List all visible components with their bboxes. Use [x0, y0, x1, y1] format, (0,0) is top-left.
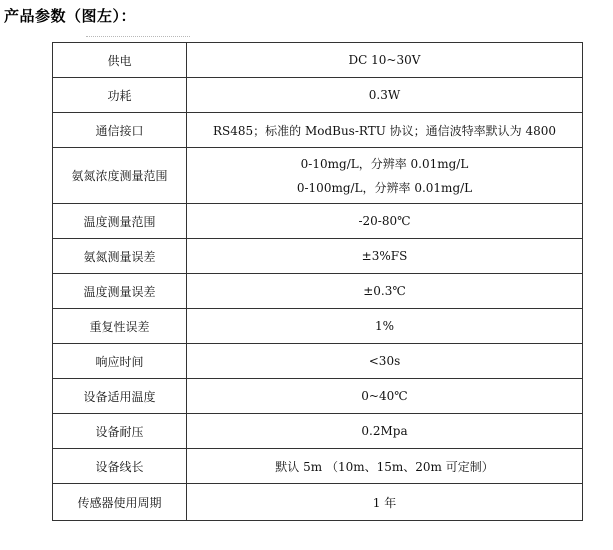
- table-row: [53, 344, 583, 379]
- divider-line: [86, 36, 190, 37]
- row-label: 氨氮测量误差: [53, 239, 187, 274]
- row-label: 温度测量范围: [53, 204, 187, 239]
- row-value: ±3%FS: [187, 239, 583, 274]
- row-label: 氨氮浓度测量范围: [53, 148, 187, 204]
- row-value: ±0.3℃: [187, 274, 583, 309]
- row-value-line: 0-100mg/L，分辨率 0.01mg/L: [296, 180, 473, 195]
- row-label: 响应时间: [53, 344, 187, 379]
- table-row: [53, 379, 583, 414]
- table-row: [53, 204, 583, 239]
- row-value: 0~40℃: [187, 379, 583, 414]
- row-value: 1%: [187, 309, 583, 344]
- row-label: 设备耐压: [53, 414, 187, 449]
- row-label: 供电: [53, 43, 187, 78]
- row-value: [187, 148, 583, 204]
- row-value: <30s: [187, 344, 583, 379]
- row-value: 1 年: [187, 484, 583, 521]
- table-row: [53, 239, 583, 274]
- table-row: [53, 78, 583, 113]
- table-row: [53, 484, 583, 521]
- row-label: 功耗: [53, 78, 187, 113]
- row-label: 设备适用温度: [53, 379, 187, 414]
- section-heading: 产品参数（图左）：: [4, 7, 137, 25]
- row-value: 默认 5m （10m、15m、20m 可定制）: [187, 449, 583, 484]
- row-label: 温度测量误差: [53, 274, 187, 309]
- row-value: 0.3W: [187, 78, 583, 113]
- table-row: [53, 148, 583, 204]
- table-row: [53, 449, 583, 484]
- table-row: [53, 43, 583, 78]
- row-label: 设备线长: [53, 449, 187, 484]
- row-label: 通信接口: [53, 113, 187, 148]
- table-row: [53, 309, 583, 344]
- row-label: 传感器使用周期: [53, 484, 187, 521]
- row-label: 重复性误差: [53, 309, 187, 344]
- row-value: DC 10~30V: [187, 43, 583, 78]
- table-row: [53, 274, 583, 309]
- row-value: -20-80℃: [187, 204, 583, 239]
- table-row: [53, 113, 583, 148]
- row-value-line: 0-10mg/L，分辨率 0.01mg/L: [300, 156, 469, 171]
- row-value: RS485；标准的 ModBus-RTU 协议；通信波特率默认为 4800: [187, 113, 583, 148]
- table-row: [53, 414, 583, 449]
- row-value: 0.2Mpa: [187, 414, 583, 449]
- spec-table: [52, 42, 583, 521]
